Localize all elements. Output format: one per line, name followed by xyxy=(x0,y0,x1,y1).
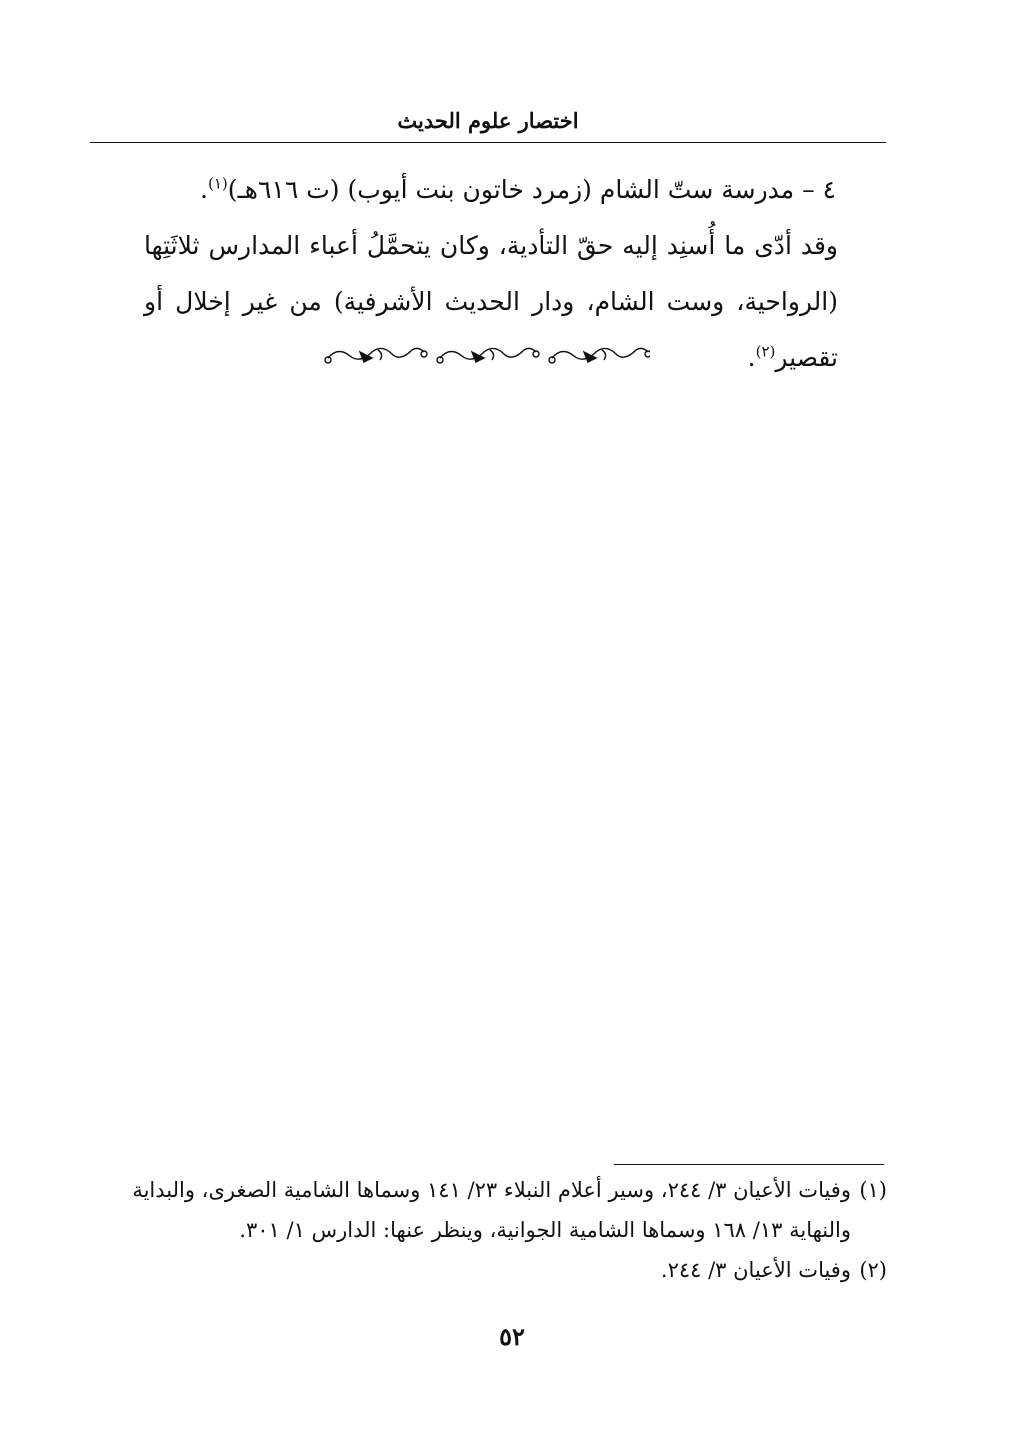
footnotes xyxy=(97,1170,887,1290)
list-item-end: . xyxy=(200,175,208,204)
footnote-text: والنهاية ١٣/ ١٦٨ وسماها الشامية الجوانية، وينظر عنها: الدارس ١/ ٣٠١. xyxy=(239,1218,851,1242)
footnote-rule xyxy=(614,1164,884,1165)
paragraph-end: . xyxy=(747,343,756,372)
ornament-unit-3 xyxy=(549,348,650,363)
footnote-1 xyxy=(97,1170,887,1210)
footnote-text: وفيات الأعيان ٣/ ٢٤٤. xyxy=(660,1258,851,1282)
page-number: ٥٢ xyxy=(499,1322,525,1351)
footnote-2 xyxy=(97,1250,887,1290)
footnote-number: (٢) xyxy=(859,1258,887,1282)
list-item-4 xyxy=(144,162,884,218)
footnote-ref-1: (١) xyxy=(207,174,228,193)
ornament-unit-1 xyxy=(325,348,427,363)
ornament-unit-2 xyxy=(437,348,539,363)
running-title: اختصار علوم الحديث xyxy=(397,108,579,133)
footnote-1-continued xyxy=(97,1210,887,1250)
list-item-text: ٤ – مدرسة ستّ الشام (زمرد خاتون بنت أيوب) (ت ٦١٦هـ) xyxy=(227,175,836,204)
paragraph-text: وقد أدّى ما أُسنِد إليه حقّ التأدية، وكان يتحمَّلُ أعباء المدارس ثلاثَتِها (الرواحية، وست الشام، ودار الحديث الأشرفية) من غير إخلال أو تقصير xyxy=(144,231,838,372)
footnote-number: (١) xyxy=(859,1178,887,1202)
footnote-ref-2: (٢) xyxy=(755,342,776,361)
section-divider-ornament xyxy=(320,340,650,370)
footnote-text: وفيات الأعيان ٣/ ٢٤٤، وسير أعلام النبلاء ٢٣/ ١٤١ وسماها الشامية الصغرى، والبداية xyxy=(132,1178,851,1202)
header-rule xyxy=(90,142,886,143)
